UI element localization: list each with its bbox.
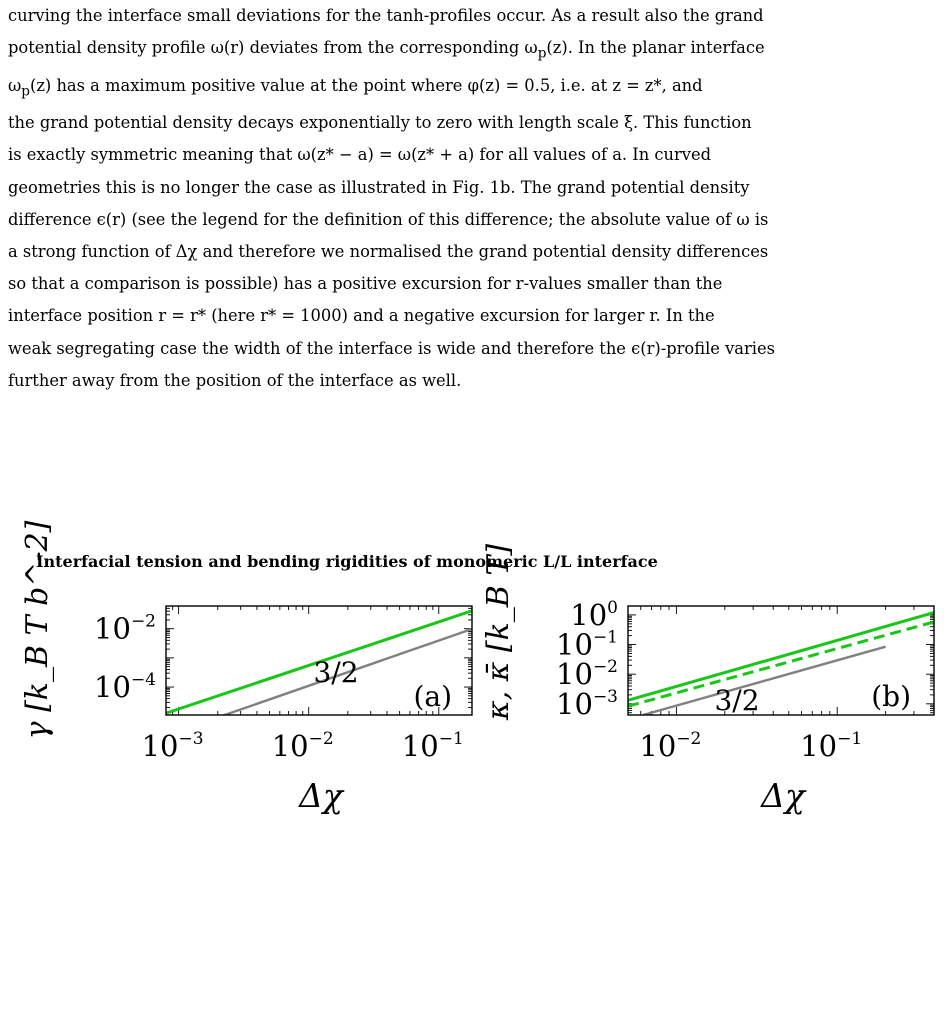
x-axis-title: Δχ [299,776,343,815]
x-tick-label: $10^{-2}$ [639,729,702,763]
paragraph-line: geometries this is no longer the case as illustrated in Fig. 1b. The grand potential density [8,177,750,197]
paragraph-line: interface position r = r* (here r* = 1000) and a negative excursion for larger r. In the [8,306,715,326]
panel-label: (a) [413,680,452,713]
subscript: p [21,82,30,99]
paragraph-line: (z). In the planar interface [546,38,765,58]
x-tick-label: $10^{-1}$ [401,729,464,763]
x-tick-label: $10^{-1}$ [800,729,863,763]
slope-annotation: 3/2 [313,656,359,689]
paragraph-line: the grand potential density decays exponentially to zero with length scale ξ. This function [8,113,752,133]
paragraph-line: difference ϵ(r) (see the legend for the definition of this difference; the absolute value of ω is [8,209,769,229]
paragraph-line: weak segregating case the width of the interface is wide and therefore the ϵ(r)-profile varies [8,338,775,358]
x-tick-label: $10^{-2}$ [271,729,334,763]
paragraph-line: (z) has a maximum positive value at the point where φ(z) = 0.5, i.e. at z = z*, and [29,75,703,95]
paragraph-line: curving the interface small deviations for the tanh-profiles occur. As a result also the grand [8,6,764,25]
series-line-gray-solid [643,647,886,715]
y-axis-title: κ, κ̄ [k_B T] [481,543,516,721]
x-axis-title: Δχ [761,776,805,815]
y-tick-label: $10^{-3}$ [556,686,618,721]
paragraph-line: is exactly symmetric meaning that ω(z* − a) = ω(z* + a) for all values of a. In curved [8,145,712,165]
x-tick-label: $10^{-3}$ [141,729,204,763]
paragraph-line: so that a comparison is possible) has a positive excursion for r-values smaller than the [8,274,723,294]
slope-annotation: 3/2 [714,684,760,717]
paragraph-line: a strong function of Δχ and therefore we normalised the grand potential density differences [8,241,769,261]
y-tick-label: $10^{-2}$ [94,611,156,646]
subscript: p [537,45,547,62]
paragraph-line: ω [8,75,22,95]
section-heading: Interfacial tension and bending rigidities of monomeric L/L interface [36,552,658,571]
y-axis-title: γ [k_B T b^-2] [20,520,55,740]
y-tick-label: $10^{-4}$ [94,670,156,705]
panel-label: (b) [871,680,911,713]
paragraph-line: further away from the position of the interface as well. [8,370,462,390]
y-tick-label: $10^0$ [570,597,618,632]
paragraph-line: potential density profile ω(r) deviates from the corresponding ω [8,38,538,58]
y-tick-label: $10^{-2}$ [556,657,618,692]
y-tick-label: $10^{-1}$ [556,627,618,662]
